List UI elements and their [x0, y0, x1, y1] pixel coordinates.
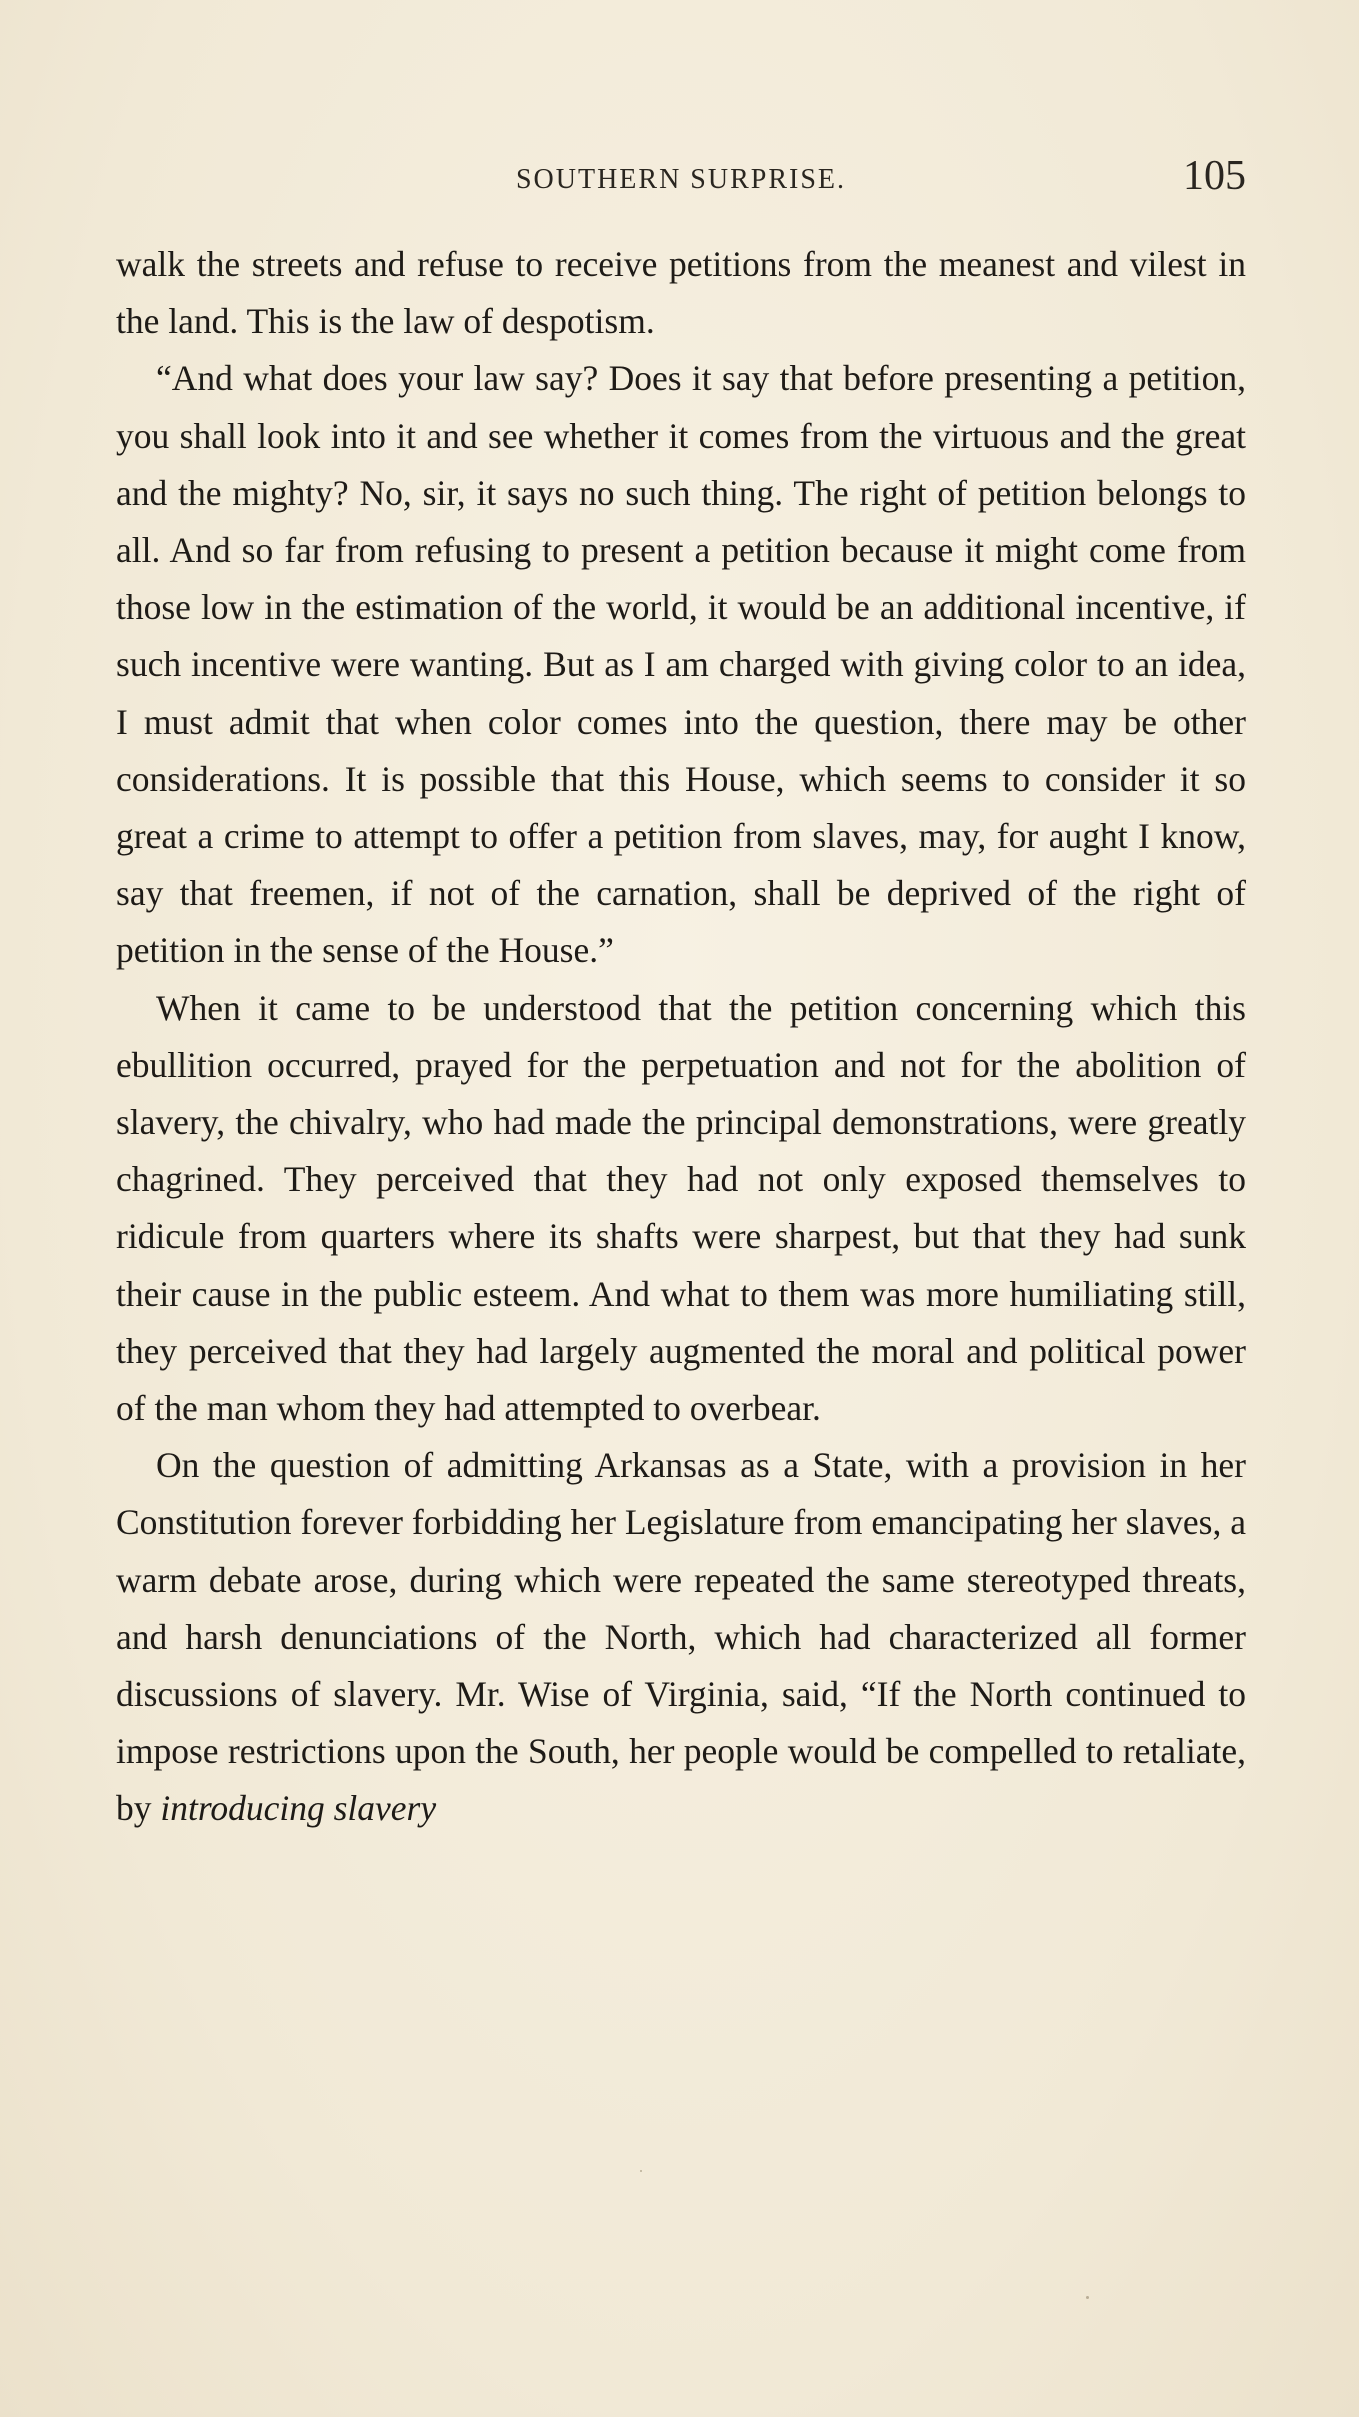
paragraph-3-text: When it came to be understood that the petition concerning which this ebullition occurred, prayed for the perpetuation and not for the abolition of slavery, the chivalry, who had made the principal demonstrations, were greatly chagrined. They perceived that they had not only exposed themselves to ridicule from quarters where its shafts were sharpest, but that they had sunk their cause in the public esteem. And what to them was more humiliating still, they perceived that they had largely augmented the moral and political power of the man whom they had attempted to overbear. — [116, 987, 1246, 1429]
paragraph-4-text: On the question of admitting Arkansas as a State, with a provision in her Constitution forever forbidding her Legislature from emancipating her slaves, a warm debate arose, during which were repeated the same stereotyped threats, and harsh denunciations of the North, which had characterized all former discussions of slavery. Mr. Wise of Virginia, said, “If the North continued to impose restrictions upon the South, her people would be compelled to retaliate, by — [116, 1445, 1246, 1829]
paragraph-1 — [116, 236, 1246, 350]
paragraph-1-text: walk the streets and refuse to receive petitions from the meanest and vilest in the land. This is the law of despotism. — [116, 244, 1246, 342]
body-text — [116, 236, 1246, 1838]
paper-speck — [1086, 2296, 1089, 2299]
page-number: 105 — [1183, 153, 1246, 199]
paragraph-2 — [116, 350, 1246, 979]
paper-speck — [640, 2170, 642, 2172]
paragraph-4 — [116, 1437, 1246, 1837]
paragraph-3 — [116, 980, 1246, 1438]
paragraph-4-italic: introducing slavery — [160, 1788, 437, 1829]
running-title: SOUTHERN SURPRISE. — [515, 164, 847, 195]
paragraph-2-text: “And what does your law say? Does it say that before presenting a petition, you shall look into it and see whether it comes from the virtuous and the great and the mighty? No, sir, it says no such thing. The right of petition belongs to all. And so far from refusing to present a petition because it might come from those low in the estimation of the world, it would be an additional incentive, if such incentive were wanting. But as I am charged with giving color to an idea, I must admit that when color comes into the question, there may be other considerations. It is possible that this House, which seems to consider it so great a crime to attempt to offer a petition from slaves, may, for aught I know, say that freemen, if not of the carnation, shall be deprived of the right of petition in the sense of the House.” — [116, 358, 1246, 971]
running-head — [116, 150, 1246, 210]
